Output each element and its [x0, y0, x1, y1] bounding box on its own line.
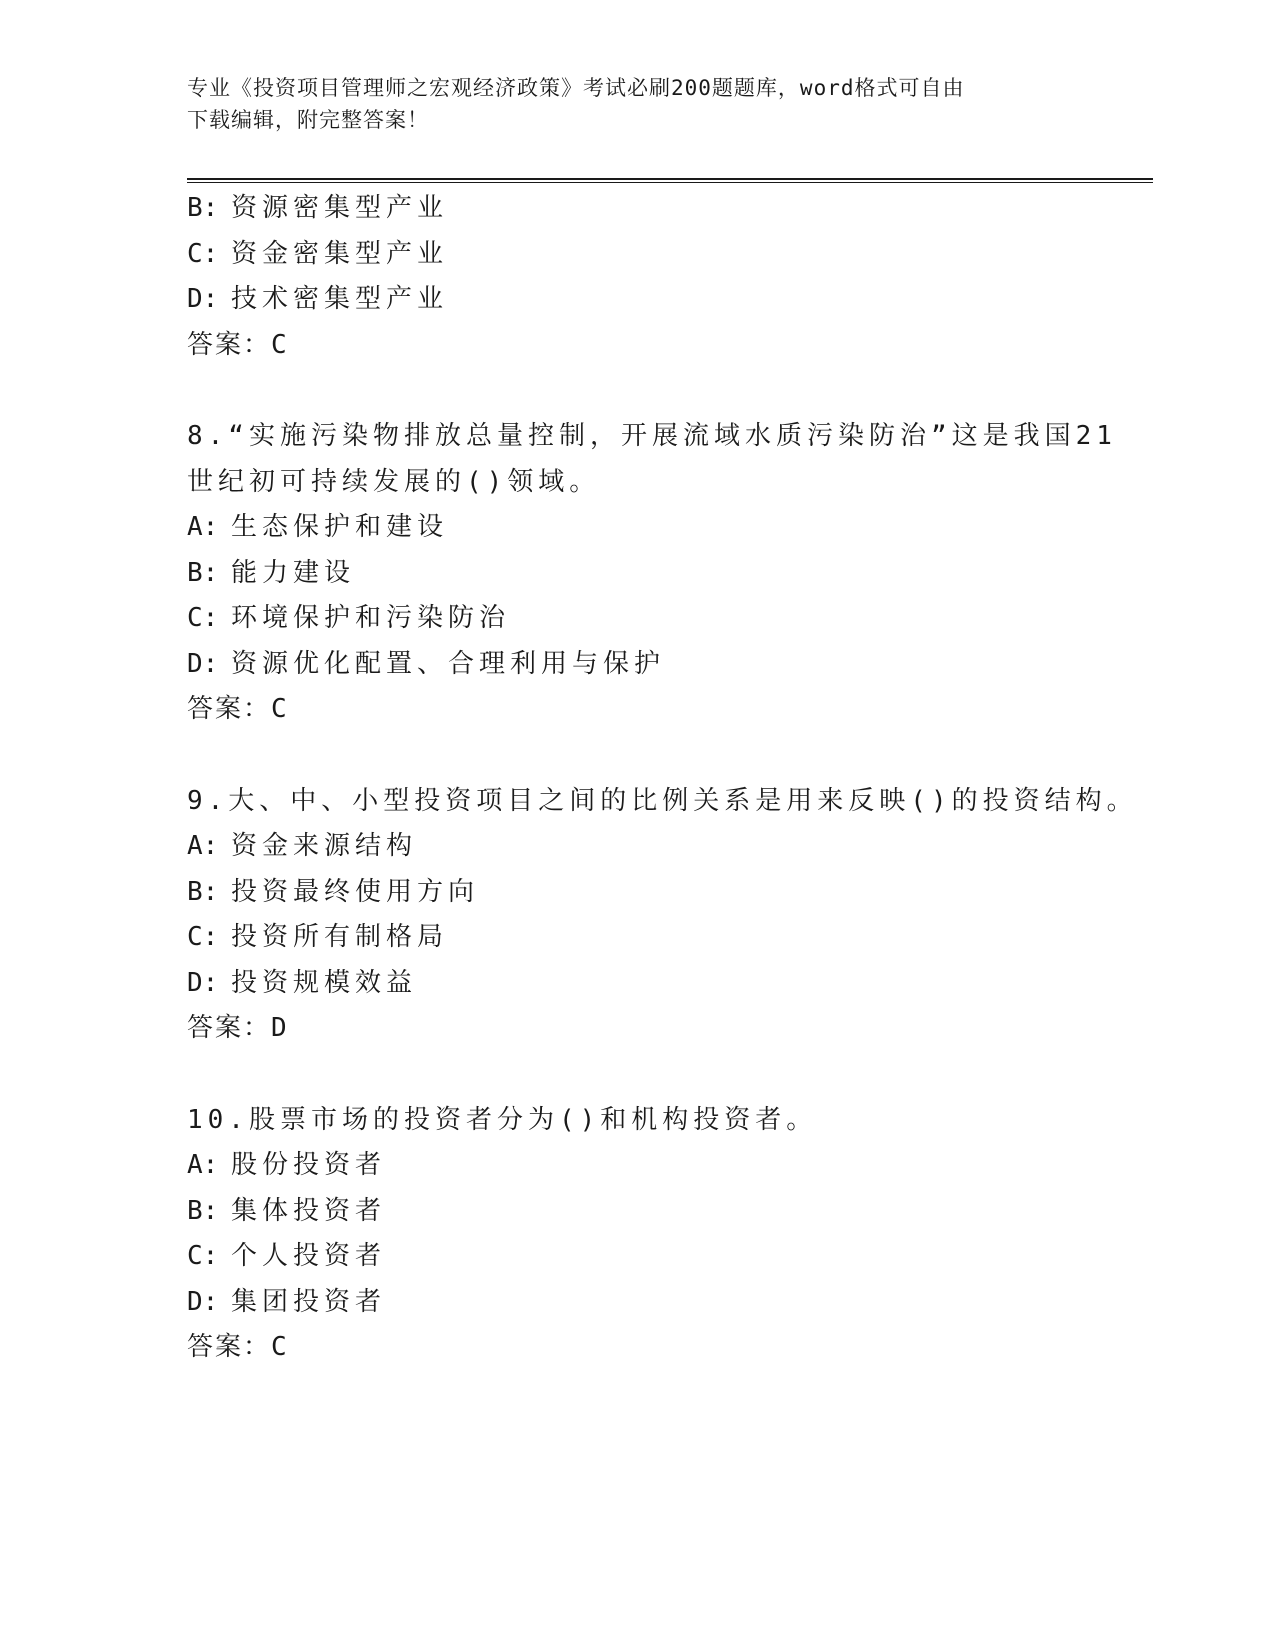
option-b: B: 集体投资者 — [187, 1195, 387, 1226]
option-c: C: 资金密集型产业 — [187, 238, 449, 269]
option-a: A: 生态保护和建设 — [187, 512, 449, 542]
option-b: B: 投资最终使用方向 — [187, 876, 480, 907]
spacer — [187, 1052, 1087, 1098]
question-7-continued — [187, 186, 1087, 368]
option-b: B: 能力建设 — [187, 557, 356, 588]
header-line-2: 下载编辑，附完整答案！ — [187, 108, 429, 132]
option-a: A: 股份投资者 — [187, 1150, 387, 1180]
option-c: C: 环境保护和污染防治 — [187, 603, 511, 633]
answer: 答案：C — [187, 1332, 289, 1362]
question-stem: 9.大、中、小型投资项目之间的比例关系是用来反映()的投资结构。 — [187, 785, 1138, 816]
spacer — [187, 368, 1087, 414]
answer: 答案：C — [187, 329, 289, 360]
question-10 — [187, 1098, 1087, 1371]
option-d: D: 投资规模效益 — [187, 967, 418, 998]
question-stem: 10.股票市场的投资者分为()和机构投资者。 — [187, 1104, 818, 1135]
answer: 答案：C — [187, 694, 289, 724]
spacer — [187, 733, 1087, 779]
answer: 答案：D — [187, 1013, 289, 1043]
question-8 — [187, 414, 1117, 733]
option-c: C: 个人投资者 — [187, 1241, 387, 1271]
question-stem: 8.“实施污染物排放总量控制，开展流域水质污染防治”这是我国21 — [187, 421, 1117, 451]
option-a: A: 资金来源结构 — [187, 831, 418, 861]
question-list — [187, 186, 1138, 1371]
question-stem-continued: 世纪初可持续发展的()领域。 — [187, 466, 601, 497]
header-divider — [187, 178, 1153, 183]
option-c: C: 投资所有制格局 — [187, 922, 449, 952]
option-d: D: 资源优化配置、合理利用与保护 — [187, 648, 666, 679]
option-d: D: 集团投资者 — [187, 1286, 387, 1317]
header-line-1: 专业《投资项目管理师之宏观经济政策》考试必刷200题题库，word格式可自由 — [187, 76, 965, 100]
question-9 — [187, 779, 1138, 1052]
document-header — [187, 72, 1067, 136]
option-b: B: 资源密集型产业 — [187, 193, 449, 223]
option-d: D: 技术密集型产业 — [187, 284, 449, 314]
